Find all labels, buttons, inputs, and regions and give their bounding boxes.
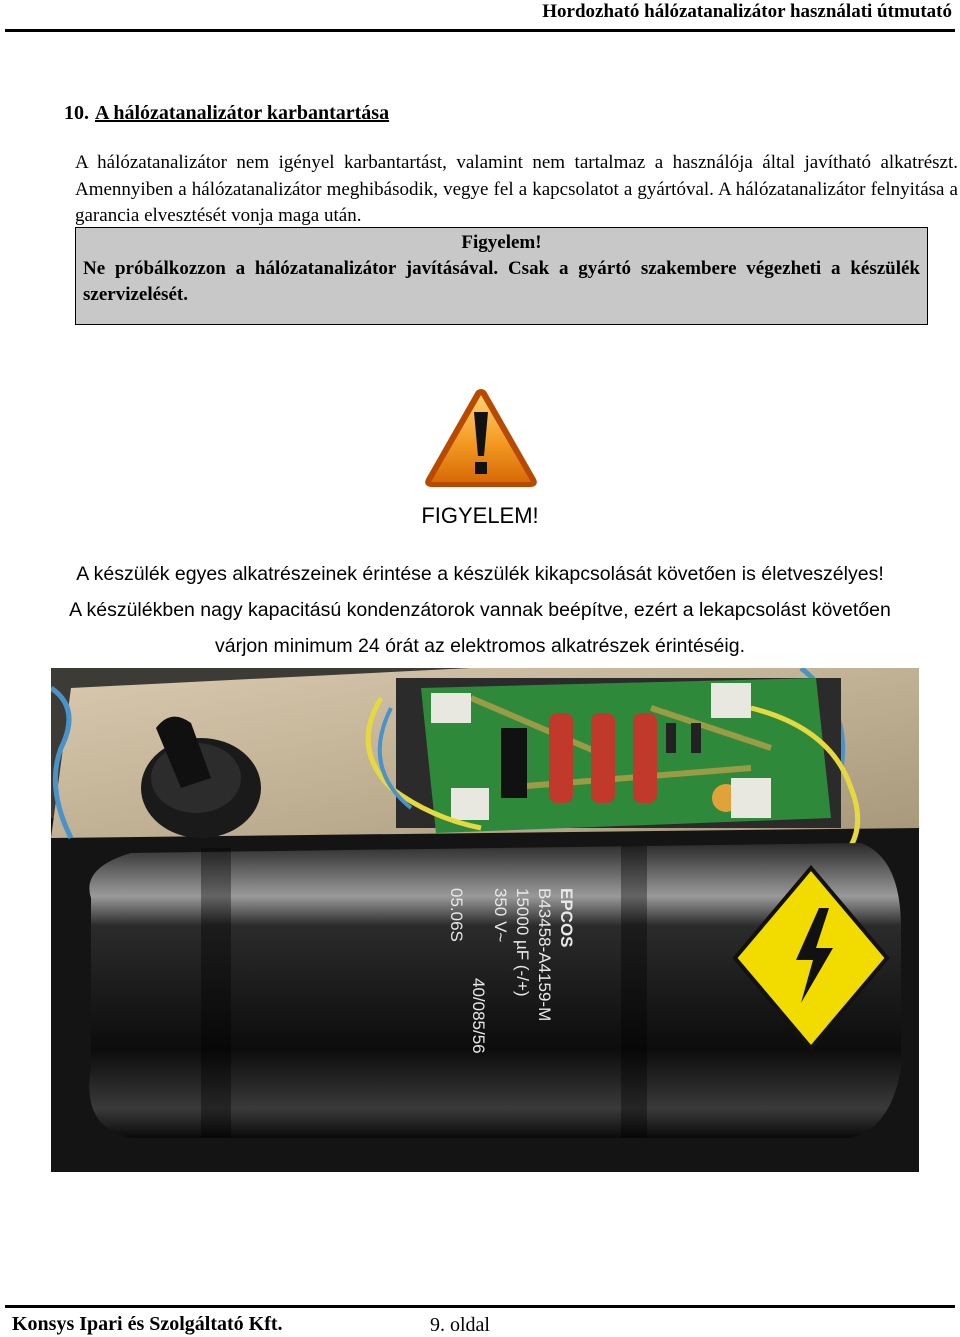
notice-box: [75, 227, 928, 325]
safety-line-2: A készülékben nagy kapacitású kondenzátorok vannak beépítve, ezért a lekapcsolást követően: [69, 599, 891, 621]
safety-line-1: A készülék egyes alkatrészeinek érintése a készülék kikapcsolását követően is életveszélyes!: [76, 563, 884, 585]
capacitor-label-brand: EPCOS: [557, 888, 576, 948]
footer-company: Konsys Ipari és Szolgáltató Kft.: [12, 1313, 283, 1335]
header-title: Hordozható hálózatanalizátor használati útmutató: [542, 1, 952, 22]
notice-heading: Figyelem!: [461, 232, 542, 253]
header-rule: [5, 29, 955, 32]
capacitor-photo: [51, 668, 919, 1172]
notice-body: Ne próbálkozzon a hálózatanalizátor javításával. Csak a gyártó szakembere végezheti a készülék szervizelését.: [83, 258, 920, 305]
warning-caption: FIGYELEM!: [421, 503, 539, 528]
intro-paragraph: A hálózatanalizátor nem igényel karbantartást, valamint nem tartalmaz a használója által javítható alkatrészt. Amennyiben a hálózatanalizátor meghibásodik, vegye fel a kapcsolatot a gyártóval. A hálózatanalizátor felnyitása a garancia elvesztését vonja maga után.: [75, 152, 958, 226]
footer-rule: [5, 1305, 955, 1308]
section-heading: [64, 102, 389, 125]
capacitor-label-date: 05.06S: [447, 888, 466, 942]
capacitor-label-climate: 40/085/56: [469, 978, 488, 1054]
capacitor-label-part: B43458-A4159-M: [535, 888, 554, 1022]
safety-text: [0, 556, 960, 664]
capacitor-label-voltage: 350 V~: [491, 888, 510, 943]
capacitor-label-capacity: 15000 µF (-/+): [513, 888, 532, 997]
section-title: A hálózatanalizátor karbantartása: [95, 102, 390, 124]
section-number: 10.: [64, 102, 89, 124]
warning-triangle-icon: [422, 386, 540, 490]
safety-line-3: várjon minimum 24 órát az elektromos alkatrészek érintéséig.: [215, 635, 745, 657]
footer-page-number: 9. oldal: [430, 1314, 490, 1336]
